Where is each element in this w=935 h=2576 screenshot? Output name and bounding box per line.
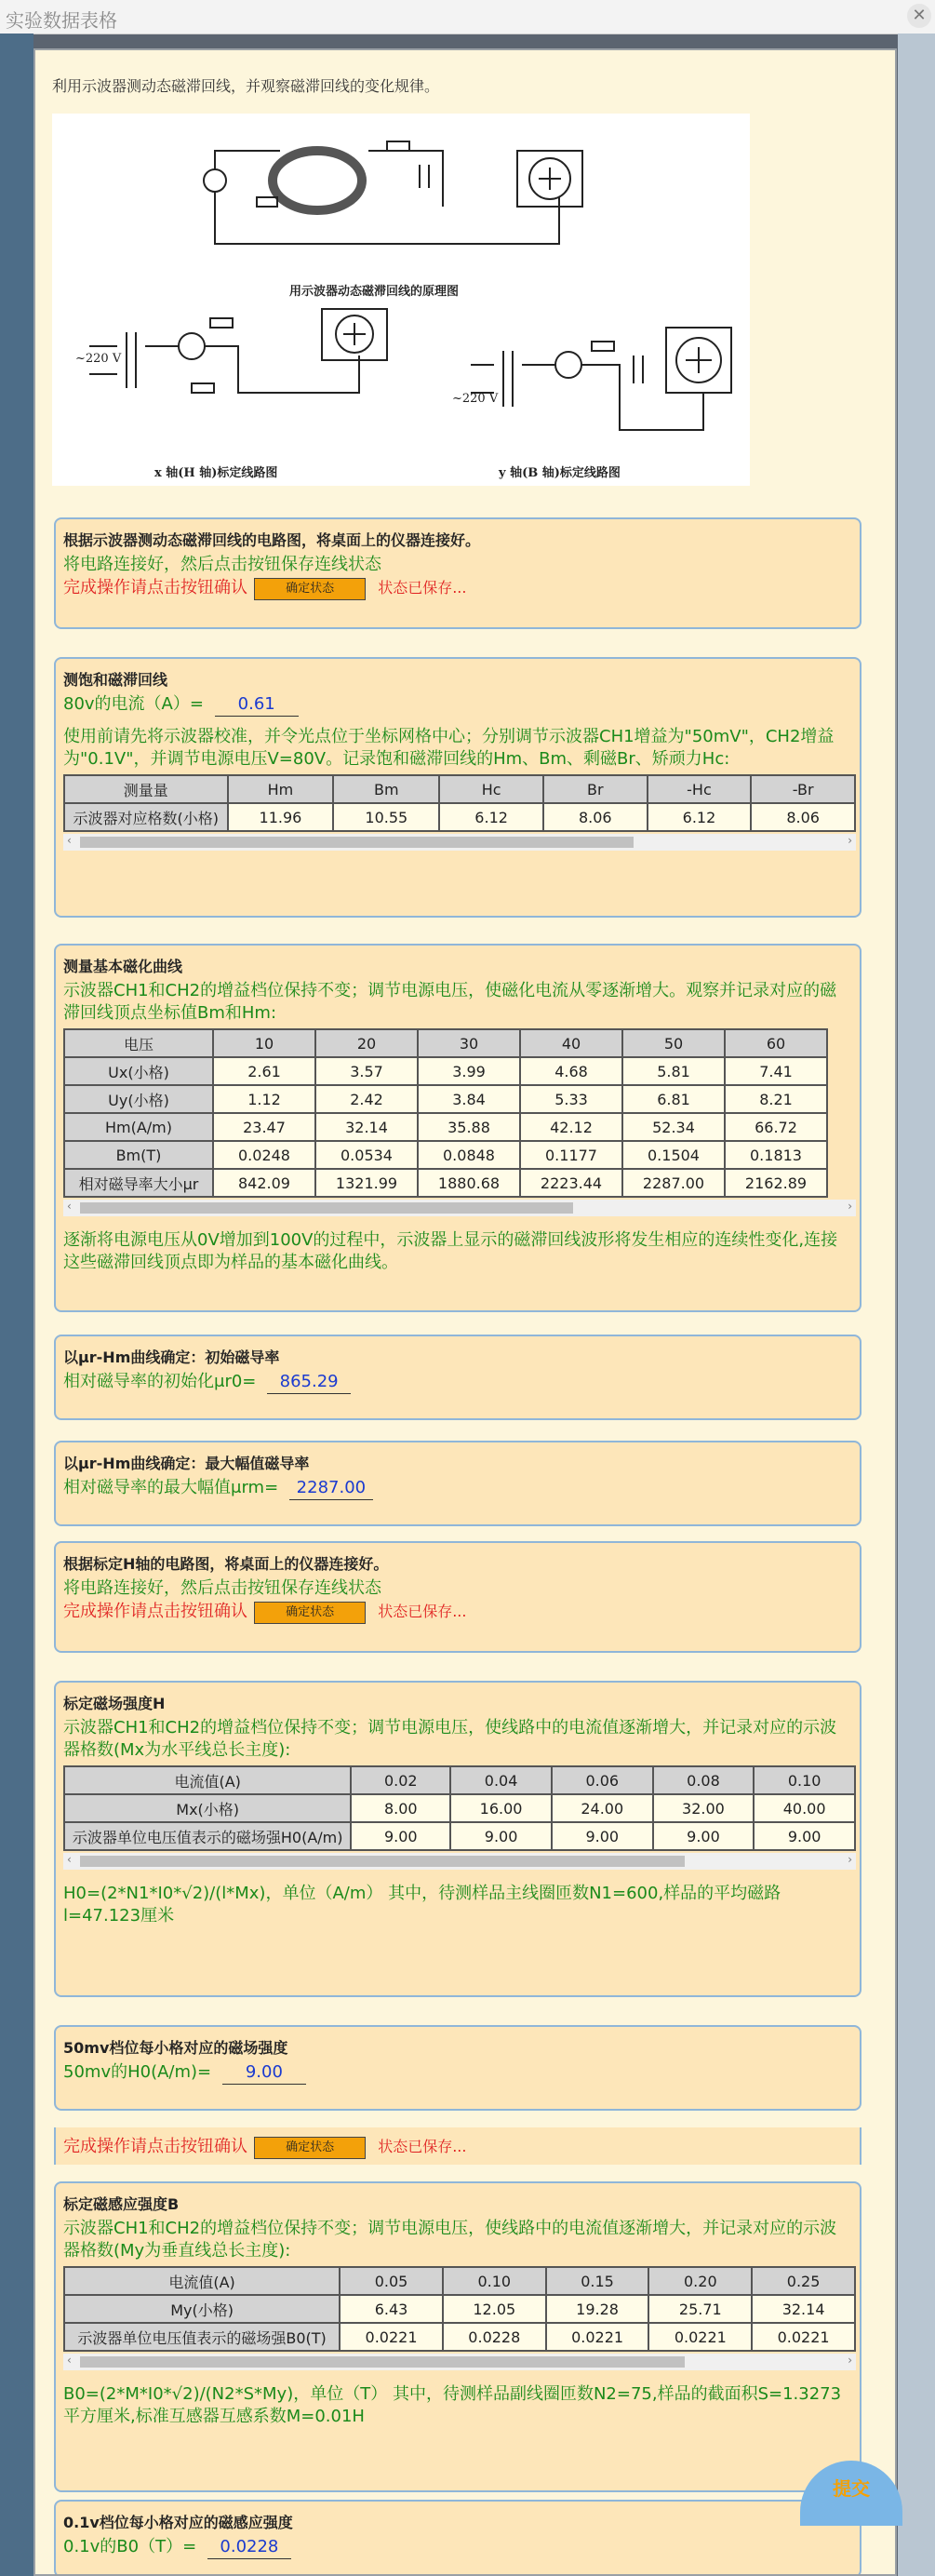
value-cell[interactable]: 0.0248 (214, 1142, 314, 1168)
value-cell[interactable]: 35.88 (419, 1114, 519, 1140)
header-cell: 0.25 (753, 2268, 854, 2294)
value-cell[interactable]: 24.00 (553, 1795, 652, 1821)
value-cell[interactable]: 2.42 (316, 1086, 417, 1112)
row-label: Uy(小格) (65, 1086, 212, 1112)
table-row (65, 1058, 826, 1084)
experiment-page (33, 48, 897, 2576)
connect-hint: 将电路连接好，然后点击按钮保存连线状态 (63, 1578, 381, 1598)
value-cell[interactable]: 8.21 (726, 1086, 826, 1112)
scrollbar-thumb[interactable] (80, 1202, 573, 1214)
initial-permeability-label: 相对磁导率的初始化μr0= (63, 1372, 257, 1391)
header-cell: 60 (726, 1030, 826, 1056)
value-cell[interactable]: 6.81 (623, 1086, 724, 1112)
panel-max-permeability (54, 1441, 862, 1526)
table-row (65, 1823, 854, 1849)
header-cell: Br (544, 776, 647, 802)
header-cell: 10 (214, 1030, 314, 1056)
figure-caption-x-axis: x 轴(H 轴)标定线路图 (154, 466, 278, 480)
value-cell[interactable]: 0.0221 (341, 2324, 442, 2350)
submit-button[interactable]: 提交 (800, 2461, 902, 2526)
value-cell[interactable]: 0.0221 (753, 2324, 854, 2350)
value-cell[interactable]: 9.00 (755, 1823, 854, 1849)
header-cell: 0.05 (341, 2268, 442, 2294)
value-cell[interactable]: 0.1813 (726, 1142, 826, 1168)
row-label: My(小格) (65, 2296, 339, 2322)
value-cell[interactable]: 4.68 (521, 1058, 621, 1084)
horizontal-scrollbar[interactable] (63, 2354, 856, 2370)
value-cell[interactable]: 9.00 (553, 1823, 652, 1849)
row-label: Hm(A/m) (65, 1114, 212, 1140)
header-cell: 40 (521, 1030, 621, 1056)
value-cell[interactable]: 8.00 (352, 1795, 449, 1821)
panel-magnetization-curve (54, 944, 862, 1312)
figure-caption-principle: 用示波器动态磁滞回线的原理图 (289, 285, 460, 299)
value-cell[interactable]: 3.99 (419, 1058, 519, 1084)
value-cell[interactable]: 23.47 (214, 1114, 314, 1140)
value-cell[interactable]: 3.57 (316, 1058, 417, 1084)
value-cell[interactable]: 7.41 (726, 1058, 826, 1084)
header-cell: 0.08 (654, 1767, 754, 1793)
scroll-left-icon[interactable]: ‹ (67, 1200, 72, 1213)
row-label: 示波器单位电压值表示的磁场强H0(A/m) (65, 1823, 350, 1849)
saturation-table (63, 774, 856, 832)
value-cell[interactable]: 11.96 (229, 804, 333, 830)
right-background-strip (898, 34, 935, 2576)
panel-title: 根据标定H轴的电路图，将桌面上的仪器连接好。 (63, 1555, 389, 1573)
header-cell: 电流值(A) (65, 1767, 350, 1793)
value-cell[interactable]: 8.06 (752, 804, 854, 830)
confirm-state-button[interactable]: 确定状态 (254, 2137, 366, 2159)
magnetization-note: 逐渐将电源电压从0V增加到100V的过程中，示波器上显示的磁滞回线波形将发生相应的连续性变化,连接这些磁滞回线顶点即为样品的基本磁化曲线。 (63, 1230, 838, 1272)
window-titlebar (0, 0, 935, 34)
h0-label: 50mv的H0(A/m)= (63, 2062, 212, 2082)
panel-initial-permeability (54, 1335, 862, 1420)
header-cell: 0.06 (553, 1767, 652, 1793)
value-cell[interactable]: 2162.89 (726, 1170, 826, 1196)
header-cell: 电压 (65, 1030, 212, 1056)
confirm-prompt: 完成操作请点击按钮确认 (63, 1602, 247, 1621)
panel-title: 根据示波器测动态磁滞回线的电路图，将桌面上的仪器连接好。 (63, 531, 481, 549)
confirm-prompt: 完成操作请点击按钮确认 (63, 2137, 247, 2156)
scrollbar-thumb[interactable] (80, 837, 634, 848)
table-row (65, 1795, 854, 1821)
panel-title: 测饱和磁滞回线 (63, 671, 168, 689)
header-cell: 0.02 (352, 1767, 449, 1793)
table-row (65, 2296, 854, 2322)
magnetization-table (63, 1028, 828, 1198)
value-cell[interactable]: 0.0221 (649, 2324, 751, 2350)
scroll-right-icon[interactable]: › (848, 1853, 852, 1866)
panel-50mv-h0 (54, 2025, 862, 2111)
row-label: Mx(小格) (65, 1795, 350, 1821)
value-cell[interactable]: 12.05 (444, 2296, 545, 2322)
figure-caption-y-axis: y 轴(B 轴)标定线路图 (499, 466, 621, 480)
panel-0.1v-b0 (54, 2500, 862, 2576)
magnetization-desc: 示波器CH1和CH2的增益档位保持不变；调节电源电压，使磁化电流从零逐渐增大。观察并记录对应的磁滞回线顶点坐标值Bm和Hm: (63, 981, 837, 1023)
initial-permeability-row (63, 1371, 852, 1394)
calibrate-h-table (63, 1765, 856, 1851)
header-cell: Bm (334, 776, 438, 802)
header-cell: Hm (229, 776, 333, 802)
scroll-right-icon[interactable]: › (848, 834, 852, 847)
value-cell[interactable]: 40.00 (755, 1795, 854, 1821)
value-cell[interactable]: 16.00 (451, 1795, 551, 1821)
value-cell[interactable]: 6.12 (440, 804, 542, 830)
row-label: Ux(小格) (65, 1058, 212, 1084)
value-cell[interactable]: 2.61 (214, 1058, 314, 1084)
confirm-strip (54, 2127, 862, 2165)
scroll-left-icon[interactable]: ‹ (67, 1853, 72, 1866)
value-cell[interactable]: 842.09 (214, 1170, 314, 1196)
row-label: 示波器单位电压值表示的磁场强B0(T) (65, 2324, 339, 2350)
table-row (65, 1142, 826, 1168)
b0-input[interactable]: 0.0228 (207, 2536, 291, 2559)
value-cell[interactable]: 5.81 (623, 1058, 724, 1084)
value-cell[interactable]: 0.0228 (444, 2324, 545, 2350)
header-cell: 30 (419, 1030, 519, 1056)
connect-hint: 将电路连接好，然后点击按钮保存连线状态 (63, 555, 381, 574)
value-cell[interactable]: 6.12 (648, 804, 751, 830)
value-cell[interactable]: 42.12 (521, 1114, 621, 1140)
b0-formula: B0=(2*M*I0*√2)/(N2*S*My)，单位（T） 其中，待测样品副线圈匝数N2=75,样品的截面积S=1.3273平方厘米,标准互感器互感系数M=0.01H (63, 2384, 842, 2426)
calibrate-b-table-wrap (63, 2266, 856, 2352)
header-cell: 0.20 (649, 2268, 751, 2294)
value-cell[interactable]: 9.00 (451, 1823, 551, 1849)
confirm-state-button[interactable]: 确定状态 (254, 578, 366, 600)
row-label: 示波器对应格数(小格) (65, 804, 227, 830)
value-cell[interactable]: 0.1177 (521, 1142, 621, 1168)
max-permeability-row (63, 1477, 852, 1500)
figure-voltage-label-left: ~220 V (75, 352, 122, 366)
h0-input[interactable]: 9.00 (222, 2061, 306, 2085)
horizontal-scrollbar[interactable] (63, 1853, 856, 1870)
table-row (65, 1086, 826, 1112)
table-row (65, 804, 854, 830)
window-title: 实验数据表格 (6, 9, 117, 32)
value-cell[interactable]: 66.72 (726, 1114, 826, 1140)
h0-formula: H0=(2*N1*I0*√2)/(l*Mx)，单位（A/m） 其中，待测样品主线圈匝数N1=600,样品的平均磁路l=47.123厘米 (63, 1884, 781, 1925)
header-cell: 0.10 (755, 1767, 854, 1793)
value-cell[interactable]: 1880.68 (419, 1170, 519, 1196)
value-cell[interactable]: 9.00 (352, 1823, 449, 1849)
panel-title: 标定磁感应强度B (63, 2195, 180, 2213)
value-cell[interactable]: 0.0848 (419, 1142, 519, 1168)
value-cell[interactable]: 0.0221 (547, 2324, 648, 2350)
header-cell: 电流值(A) (65, 2268, 339, 2294)
value-cell[interactable]: 32.14 (753, 2296, 854, 2322)
value-cell[interactable]: 19.28 (547, 2296, 648, 2322)
value-cell[interactable]: 3.84 (419, 1086, 519, 1112)
b0-row (63, 2536, 852, 2559)
panel-title: 0.1v档位每小格对应的磁感应强度 (63, 2514, 293, 2531)
panel-title: 以μr-Hm曲线确定：初始磁导率 (63, 1348, 280, 1366)
panel-title: 以μr-Hm曲线确定：最大幅值磁导率 (63, 1455, 310, 1472)
close-icon[interactable]: ✕ (907, 4, 931, 28)
saturation-table-wrap (63, 774, 856, 832)
current-label: 80v的电流（A）= (63, 694, 204, 714)
calibrate-h-desc: 示波器CH1和CH2的增益档位保持不变；调节电源电压，使线路中的电流值逐渐增大，并记录对应的示波器格数(Mx为水平线总长主度): (63, 1718, 837, 1760)
calibrate-h-table-wrap (63, 1765, 856, 1851)
header-cell: 测量量 (65, 776, 227, 802)
panel-connect-circuit (54, 517, 862, 629)
value-cell[interactable]: 25.71 (649, 2296, 751, 2322)
table-row (65, 2324, 854, 2350)
confirm-state-button[interactable]: 确定状态 (254, 1602, 366, 1624)
circuit-diagram-image (52, 114, 750, 486)
left-background-strip (0, 34, 33, 2576)
row-label: 相对磁导率大小μr (65, 1170, 212, 1196)
max-permeability-label: 相对磁导率的最大幅值μrm= (63, 1478, 279, 1497)
value-cell[interactable]: 32.14 (316, 1114, 417, 1140)
header-cell: 0.10 (444, 2268, 545, 2294)
panel-title: 50mv档位每小格对应的磁场强度 (63, 2039, 288, 2057)
value-cell[interactable]: 6.43 (341, 2296, 442, 2322)
scroll-left-icon[interactable]: ‹ (67, 834, 72, 847)
h0-row (63, 2061, 852, 2085)
saved-status: 状态已保存... (378, 2138, 467, 2155)
scrollbar-thumb[interactable] (80, 2356, 685, 2368)
scroll-right-icon[interactable]: › (848, 2354, 852, 2367)
row-label: Bm(T) (65, 1142, 212, 1168)
value-cell[interactable]: 5.33 (521, 1086, 621, 1112)
value-cell[interactable]: 0.0534 (316, 1142, 417, 1168)
b0-label: 0.1v的B0（T）= (63, 2537, 197, 2556)
calibrate-b-table (63, 2266, 856, 2352)
value-cell[interactable]: 52.34 (623, 1114, 724, 1140)
current-row (63, 693, 852, 717)
value-cell[interactable]: 32.00 (654, 1795, 754, 1821)
value-cell[interactable]: 2223.44 (521, 1170, 621, 1196)
current-input[interactable]: 0.61 (215, 693, 299, 717)
value-cell[interactable]: 8.06 (544, 804, 647, 830)
initial-permeability-input[interactable]: 865.29 (267, 1371, 351, 1394)
panel-calibrate-h (54, 1681, 862, 1997)
saved-status: 状态已保存... (378, 1603, 467, 1620)
panel-saturation-loop (54, 657, 862, 918)
panel-connect-h-circuit (54, 1541, 862, 1653)
header-cell: -Hc (648, 776, 751, 802)
scroll-left-icon[interactable]: ‹ (67, 2354, 72, 2367)
header-cell: 20 (316, 1030, 417, 1056)
value-cell[interactable]: 10.55 (334, 804, 438, 830)
confirm-prompt: 完成操作请点击按钮确认 (63, 578, 247, 597)
panel-title: 标定磁场强度H (63, 1695, 166, 1712)
panel-calibrate-b (54, 2181, 862, 2492)
magnetization-table-wrap (63, 1028, 856, 1198)
header-cell: Hc (440, 776, 542, 802)
header-cell: 50 (623, 1030, 724, 1056)
panel-title: 测量基本磁化曲线 (63, 958, 183, 975)
circuit-figure (52, 114, 750, 486)
horizontal-scrollbar[interactable] (63, 834, 856, 851)
table-row (65, 1114, 826, 1140)
header-cell: 0.15 (547, 2268, 648, 2294)
scrollbar-thumb[interactable] (80, 1856, 685, 1867)
intro-text: 利用示波器测动态磁滞回线，并观察磁滞回线的变化规律。 (52, 77, 440, 95)
scroll-right-icon[interactable]: › (848, 1200, 852, 1213)
header-cell: -Br (752, 776, 854, 802)
table-row (65, 1170, 826, 1196)
figure-voltage-label-right: ~220 V (452, 392, 499, 406)
horizontal-scrollbar[interactable] (63, 1200, 856, 1216)
max-permeability-input[interactable]: 2287.00 (289, 1477, 373, 1500)
value-cell[interactable]: 2287.00 (623, 1170, 724, 1196)
value-cell[interactable]: 0.1504 (623, 1142, 724, 1168)
saved-status: 状态已保存... (378, 579, 467, 597)
calibrate-b-desc: 示波器CH1和CH2的增益档位保持不变；调节电源电压，使线路中的电流值逐渐增大，并记录对应的示波器格数(My为垂直线总长主度): (63, 2219, 837, 2261)
header-cell: 0.04 (451, 1767, 551, 1793)
value-cell[interactable]: 1321.99 (316, 1170, 417, 1196)
saturation-desc: 使用前请先将示波器校准，并令光点位于坐标网格中心；分别调节示波器CH1增益为"50mV"，CH2增益为"0.1V"，并调节电源电压V=80V。记录饱和磁滞回线的Hm、Bm、剩磁Br、矫顽力Hc: (63, 727, 835, 769)
value-cell[interactable]: 1.12 (214, 1086, 314, 1112)
value-cell[interactable]: 9.00 (654, 1823, 754, 1849)
